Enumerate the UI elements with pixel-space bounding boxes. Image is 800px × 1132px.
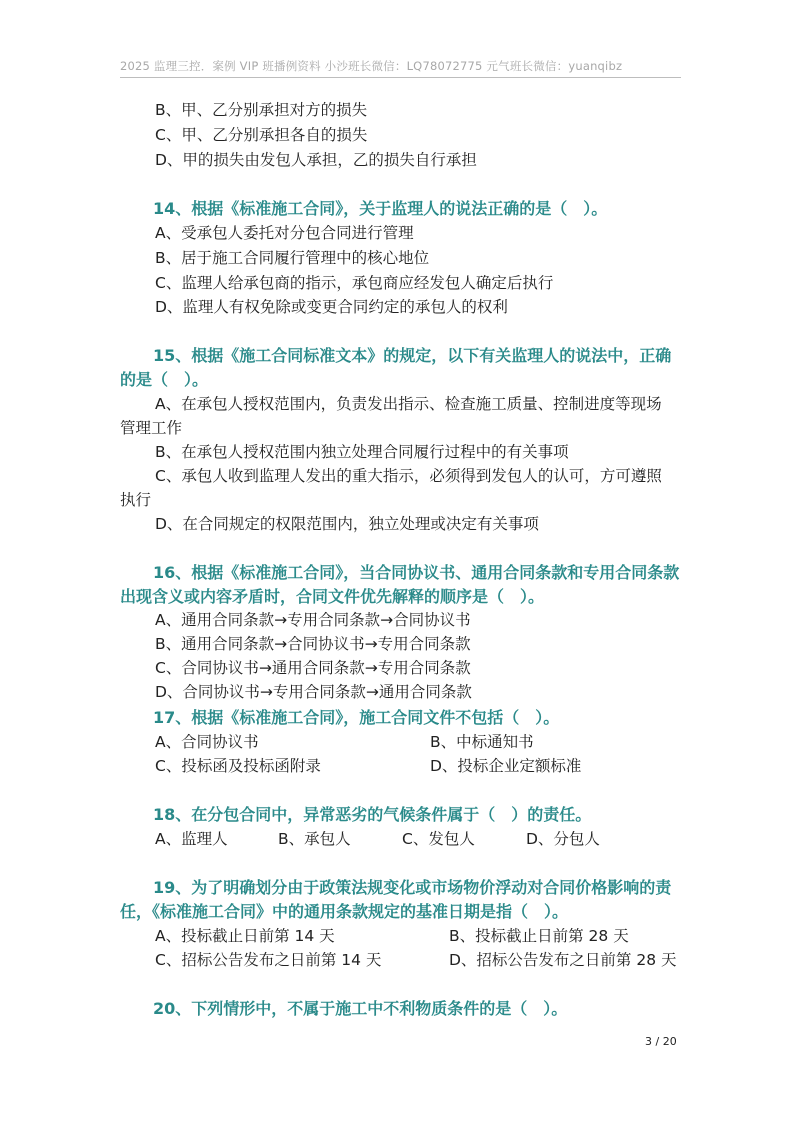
q14-option-b: B、居于施工合同履行管理中的核心地位 bbox=[155, 249, 430, 267]
q17-option-a: A、合同协议书 bbox=[155, 733, 259, 751]
q16-option-c: C、合同协议书→通用合同条款→专用合同条款 bbox=[155, 659, 471, 677]
q16-option-a: A、通用合同条款→专用合同条款→合同协议书 bbox=[155, 611, 471, 629]
q19-option-c: C、招标公告发布之日前第 14 天 bbox=[155, 951, 382, 969]
q13-option-c: C、甲、乙分别承担各自的损失 bbox=[155, 126, 368, 144]
q14-option-d: D、监理人有权免除或变更合同约定的承包人的权利 bbox=[155, 298, 508, 316]
q19-option-a: A、投标截止日前第 14 天 bbox=[155, 927, 335, 945]
q17-option-b: B、中标通知书 bbox=[430, 733, 534, 751]
q14-stem: 14、根据《标准施工合同》，关于监理人的说法正确的是（ ）。 bbox=[153, 199, 608, 218]
q18-option-d: D、分包人 bbox=[526, 830, 600, 848]
q15-option-c-line2: 执行 bbox=[120, 491, 152, 509]
q19-option-d: D、招标公告发布之日前第 28 天 bbox=[449, 951, 677, 969]
q19-stem-line2: 任，《标准施工合同》中的通用条款规定的基准日期是指（ ）。 bbox=[120, 902, 569, 921]
page-number: 3 / 20 bbox=[645, 1035, 677, 1048]
q16-stem-line2: 出现含义或内容矛盾时，合同文件优先解释的顺序是（ ）。 bbox=[120, 587, 545, 606]
q17-stem: 17、根据《标准施工合同》，施工合同文件不包括（ ）。 bbox=[153, 708, 560, 727]
q19-option-b: B、投标截止日前第 28 天 bbox=[449, 927, 629, 945]
q14-option-a: A、受承包人委托对分包合同进行管理 bbox=[155, 224, 414, 242]
q19-stem-line1: 19、为了明确划分由于政策法规变化或市场物价浮动对合同价格影响的责 bbox=[153, 878, 672, 897]
q17-option-d: D、投标企业定额标准 bbox=[430, 757, 582, 775]
page-header: 2025 监理三控．案例 VIP 班播例资料 小沙班长微信：LQ78072775 元气班长微信：yuanqibz bbox=[120, 59, 623, 73]
q20-stem: 20、下列情形中，不属于施工中不利物质条件的是（ ）。 bbox=[153, 999, 568, 1018]
q16-option-b: B、通用合同条款→合同协议书→专用合同条款 bbox=[155, 635, 471, 653]
q15-stem-line1: 15、根据《施工合同标准文本》的规定，以下有关监理人的说法中，正确 bbox=[153, 346, 672, 365]
q14-option-c: C、监理人给承包商的指示，承包商应经发包人确定后执行 bbox=[155, 274, 554, 292]
q13-option-b: B、甲、乙分别承担对方的损失 bbox=[155, 101, 368, 119]
q15-option-a-line1: A、在承包人授权范围内，负责发出指示、检查施工质量、控制进度等现场 bbox=[155, 395, 662, 413]
q15-option-d: D、在合同规定的权限范围内，独立处理或决定有关事项 bbox=[155, 515, 539, 533]
q15-stem-line2: 的是（ ）。 bbox=[120, 370, 209, 389]
q16-stem-line1: 16、根据《标准施工合同》，当合同协议书、通用合同条款和专用合同条款 bbox=[153, 563, 680, 582]
q18-option-b: B、承包人 bbox=[278, 830, 351, 848]
q15-option-b: B、在承包人授权范围内独立处理合同履行过程中的有关事项 bbox=[155, 443, 569, 461]
q18-option-a: A、监理人 bbox=[155, 830, 228, 848]
q13-option-d: D、甲的损失由发包人承担，乙的损失自行承担 bbox=[155, 151, 477, 169]
q15-option-c-line1: C、承包人收到监理人发出的重大指示，必须得到发包人的认可，方可遵照 bbox=[155, 467, 662, 485]
q17-option-c: C、投标函及投标函附录 bbox=[155, 757, 321, 775]
q18-stem: 18、在分包合同中，异常恶劣的气候条件属于（ ）的责任。 bbox=[153, 805, 592, 824]
q15-option-a-line2: 管理工作 bbox=[120, 419, 183, 437]
q18-option-c: C、发包人 bbox=[402, 830, 475, 848]
header-divider bbox=[120, 77, 681, 78]
q16-option-d: D、合同协议书→专用合同条款→通用合同条款 bbox=[155, 683, 472, 701]
